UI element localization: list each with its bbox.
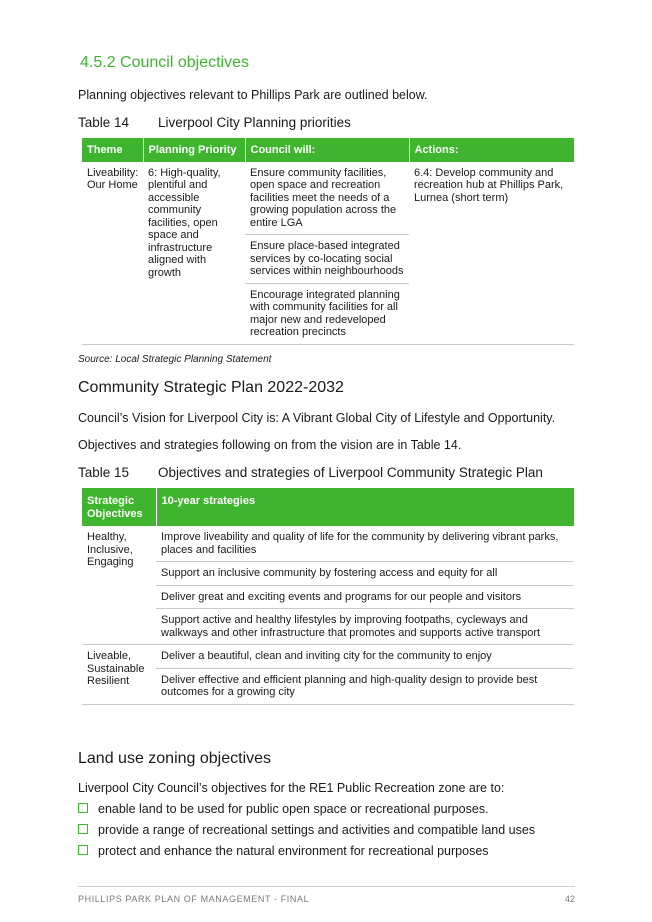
table-source-note: Source: Local Strategic Planning Statement bbox=[78, 354, 272, 365]
column-header-10-year-strategies: 10-year strategies bbox=[156, 488, 574, 526]
footer-divider bbox=[78, 886, 575, 887]
table-row bbox=[82, 609, 574, 645]
section-heading: 4.5.2 Council objectives bbox=[80, 54, 249, 71]
csp-vision-text: Council’s Vision for Liverpool City is: A Vibrant Global City of Lifestyle and Opportunity. bbox=[78, 411, 556, 425]
table-row bbox=[82, 645, 574, 669]
list-item bbox=[78, 840, 535, 861]
objective-cell: Liveable, Sustainable Resilient bbox=[82, 645, 156, 705]
list-item-text: protect and enhance the natural environment for recreational purposes bbox=[98, 843, 489, 858]
column-header-strategic-objectives: Strategic Objectives bbox=[82, 488, 156, 526]
column-header-planning-priority: Planning Priority bbox=[143, 138, 245, 162]
zoning-heading: Land use zoning objectives bbox=[78, 750, 272, 767]
planning-priorities-table bbox=[82, 138, 574, 345]
list-item-text: provide a range of recreational settings and activities and compatible land uses bbox=[98, 822, 536, 837]
table-14-number: Table 14 bbox=[78, 115, 130, 130]
table-15-number: Table 15 bbox=[78, 465, 130, 480]
council-will-cell: Ensure place-based integrated services by co-locating social services within neighbourhoods bbox=[245, 235, 409, 284]
footer-document-title: PHILLIPS PARK PLAN OF MANAGEMENT - FINAL bbox=[78, 894, 310, 904]
square-bullet-icon bbox=[78, 803, 88, 813]
table-header-row bbox=[82, 488, 574, 526]
table-14-title: Liverpool City Planning priorities bbox=[158, 115, 351, 130]
strategy-cell: Improve liveability and quality of life for the community by delivering vibrant parks, places and facilities bbox=[156, 526, 574, 562]
list-item-text: enable land to be used for public open space or recreational purposes. bbox=[98, 801, 489, 816]
csp-heading: Community Strategic Plan 2022-2032 bbox=[78, 379, 344, 396]
table-15-caption bbox=[78, 465, 543, 480]
strategy-cell: Deliver great and exciting events and programs for our people and visitors bbox=[156, 585, 574, 609]
table-15-title: Objectives and strategies of Liverpool Community Strategic Plan bbox=[158, 465, 543, 480]
strategy-cell: Support active and healthy lifestyles by improving footpaths, cycleways and walkways and other infrastructure that promotes and supports active transport bbox=[156, 609, 574, 645]
strategic-objectives-table bbox=[82, 488, 574, 705]
action-cell: 6.4: Develop community and recreation hub at Phillips Park, Lurnea (short term) bbox=[409, 162, 574, 345]
strategy-cell: Deliver a beautiful, clean and inviting city for the community to enjoy bbox=[156, 645, 574, 669]
table-row bbox=[82, 162, 574, 235]
zoning-intro: Liverpool City Council’s objectives for the RE1 Public Recreation zone are to: bbox=[78, 781, 505, 795]
planning-priority-cell: 6: High-quality, plentiful and accessible community facilities, open space and infrastructure aligned with growth bbox=[143, 162, 245, 345]
strategy-cell: Support an inclusive community by fostering access and equity for all bbox=[156, 562, 574, 586]
table-header-row bbox=[82, 138, 574, 162]
table-row bbox=[82, 526, 574, 562]
table-row bbox=[82, 585, 574, 609]
column-header-theme: Theme bbox=[82, 138, 143, 162]
zoning-objectives-list bbox=[78, 798, 535, 861]
objective-cell: Healthy, Inclusive, Engaging bbox=[82, 526, 156, 645]
list-item bbox=[78, 798, 535, 819]
table-14-caption bbox=[78, 115, 351, 130]
square-bullet-icon bbox=[78, 845, 88, 855]
csp-objectives-intro: Objectives and strategies following on from the vision are in Table 14. bbox=[78, 438, 462, 452]
section-intro: Planning objectives relevant to Phillips Park are outlined below. bbox=[78, 88, 428, 102]
footer-page-number: 42 bbox=[564, 894, 575, 904]
list-item bbox=[78, 819, 535, 840]
council-will-cell: Ensure community facilities, open space and recreation facilities meet the needs of a growing population across the entire LGA bbox=[245, 162, 409, 235]
column-header-actions: Actions: bbox=[409, 138, 574, 162]
theme-cell: Liveability: Our Home bbox=[82, 162, 143, 345]
table-row bbox=[82, 668, 574, 704]
square-bullet-icon bbox=[78, 824, 88, 834]
strategy-cell: Deliver effective and efficient planning and high-quality design to provide best outcomes for a growing city bbox=[156, 668, 574, 704]
table-row bbox=[82, 562, 574, 586]
council-will-cell: Encourage integrated planning with community facilities for all major new and redeveloped recreation precincts bbox=[245, 283, 409, 344]
column-header-council-will: Council will: bbox=[245, 138, 409, 162]
